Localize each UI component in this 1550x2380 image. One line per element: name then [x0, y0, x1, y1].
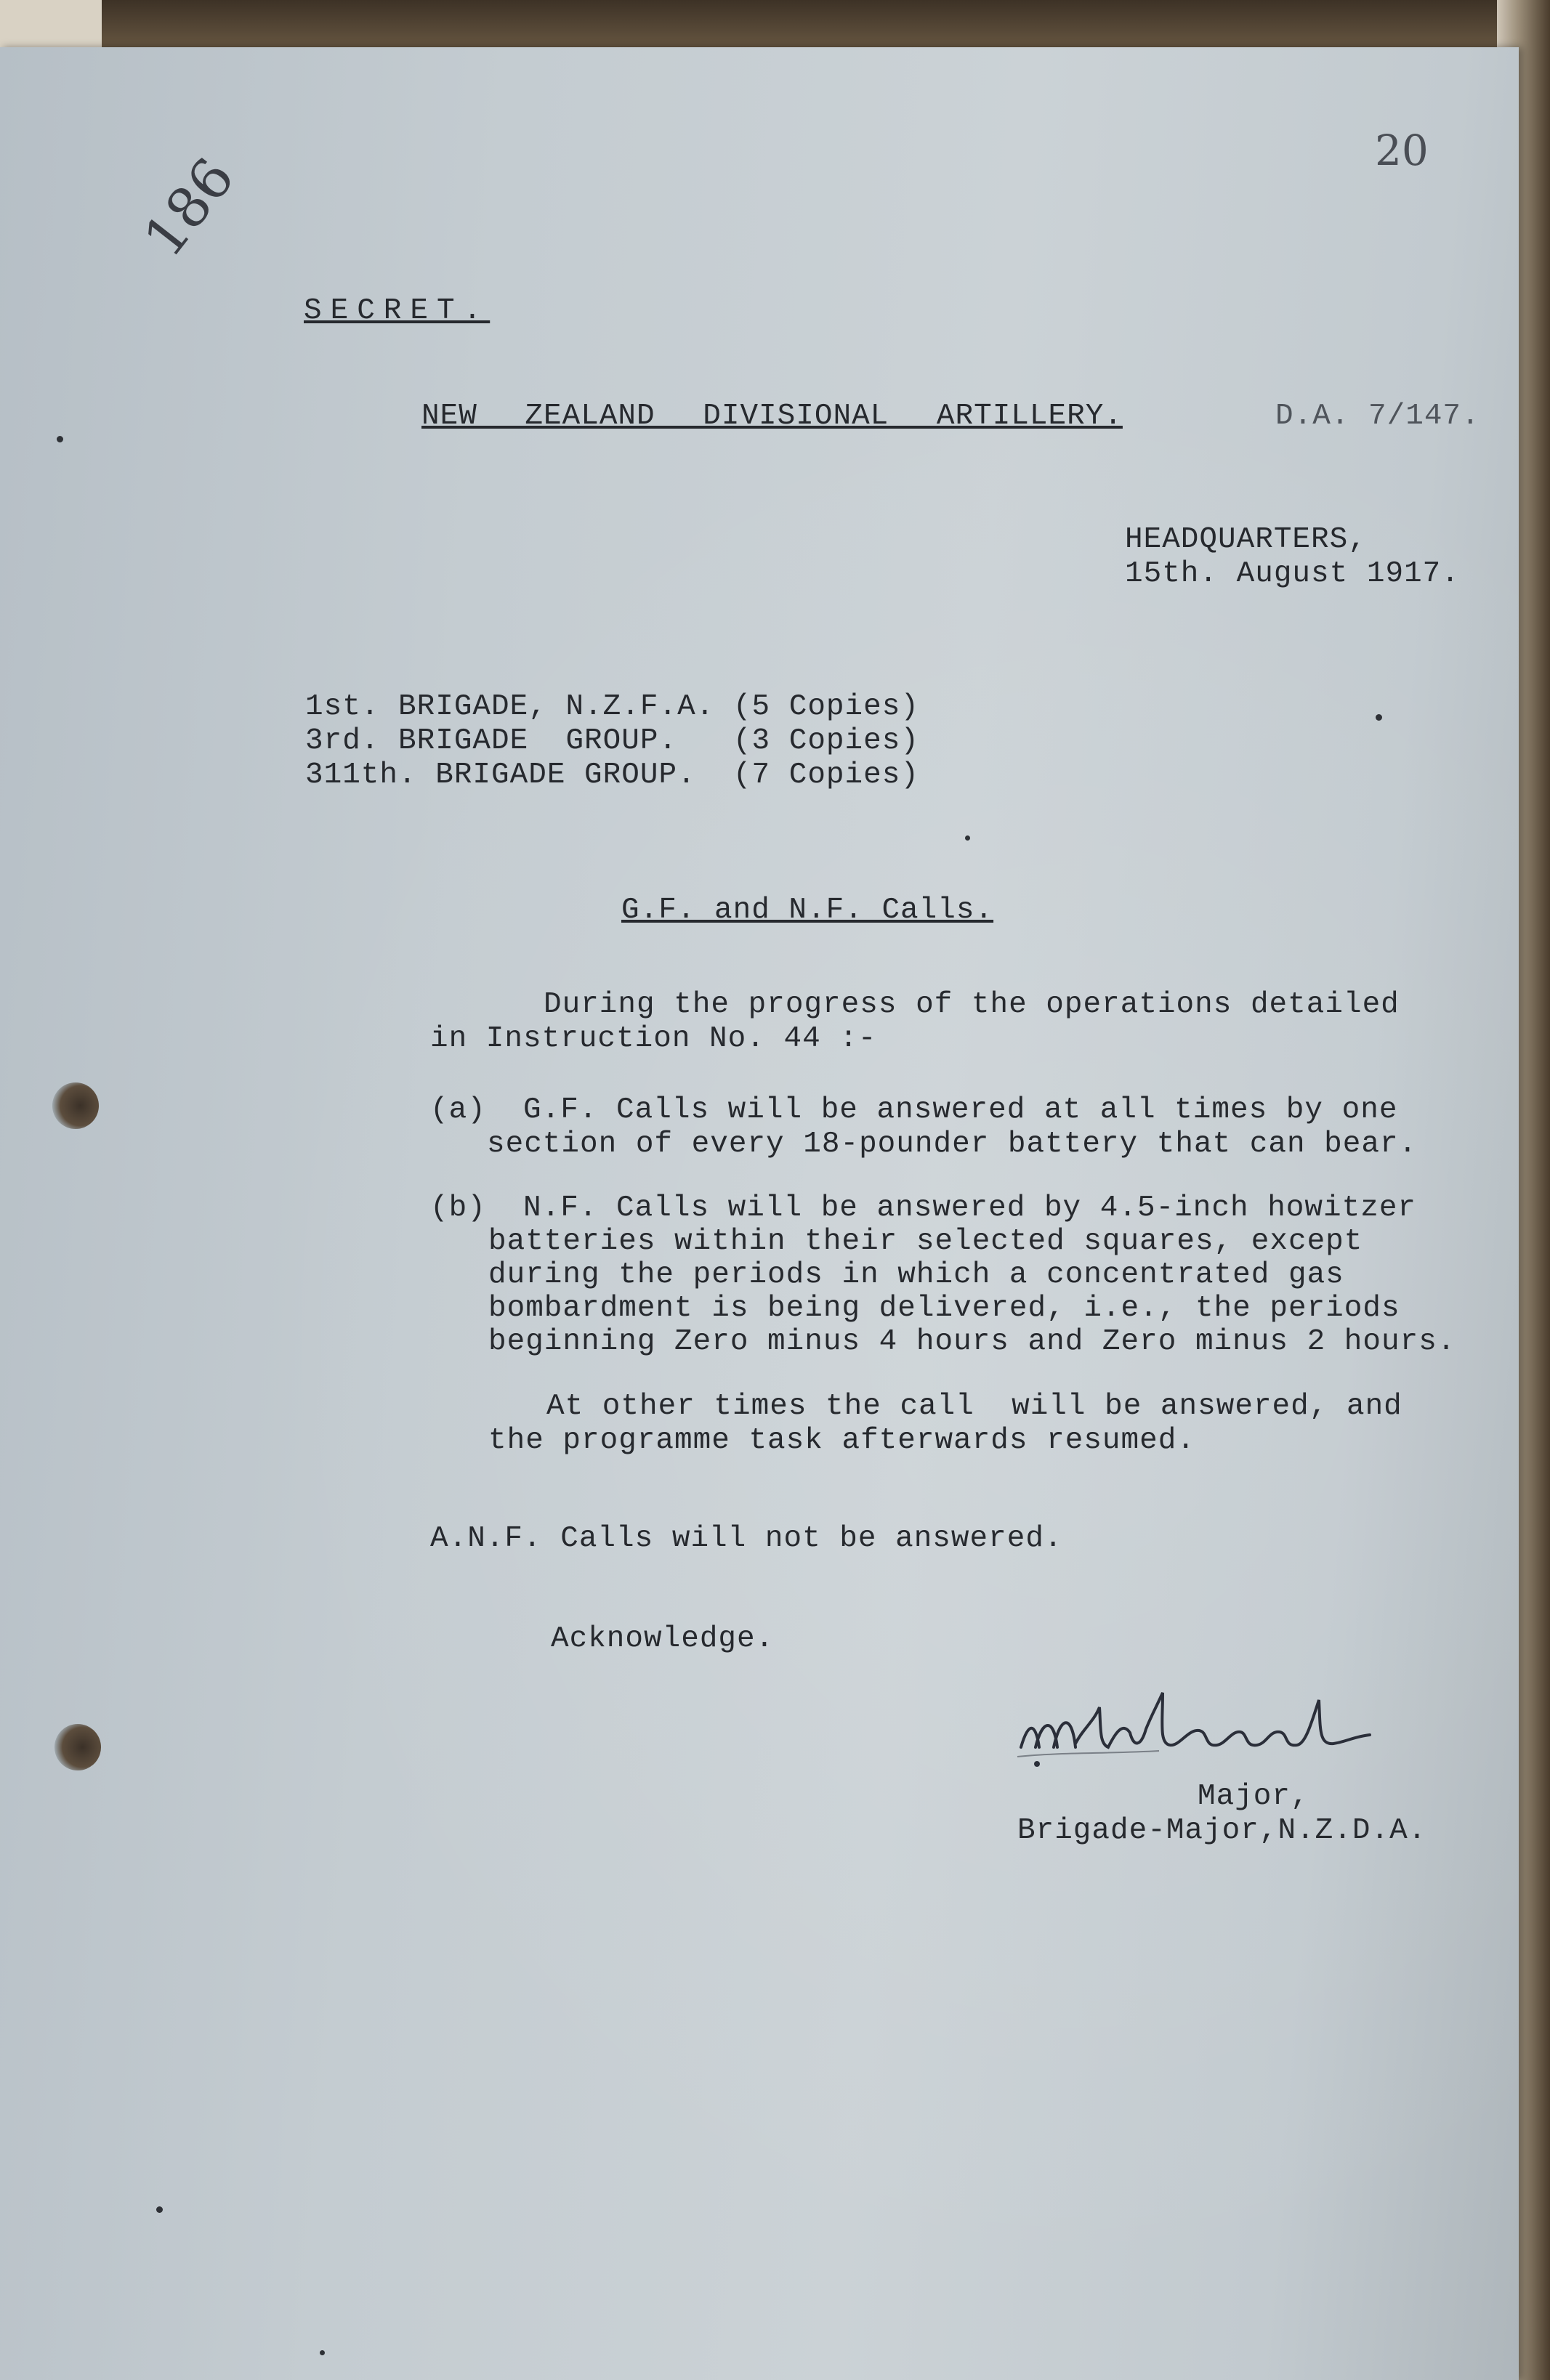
- paper-speck: [156, 2206, 163, 2213]
- item-b-marker: (b): [430, 1191, 486, 1225]
- distribution-unit: 1st. BRIGADE, N.Z.F.A.: [305, 690, 715, 724]
- distribution-row: [305, 724, 919, 758]
- item-b-line: [430, 1191, 1416, 1225]
- distribution-unit: 311th. BRIGADE GROUP.: [305, 758, 696, 792]
- subject-heading: G.F. and N.F. Calls.: [621, 894, 994, 927]
- intro-line: During the progress of the operations detailed: [544, 988, 1400, 1021]
- item-a-line: section of every 18-pounder battery that can bear.: [487, 1128, 1418, 1161]
- item-b-line: during the periods in which a concentrated gas: [488, 1258, 1344, 1292]
- paper-speck: [320, 2350, 325, 2355]
- other-times-line: the programme task afterwards resumed.: [488, 1424, 1195, 1457]
- other-times-line: At other times the call will be answered, and: [546, 1390, 1402, 1423]
- closing-line: Acknowledge.: [551, 1622, 775, 1656]
- item-b-line: beginning Zero minus 4 hours and Zero minus 2 hours.: [488, 1325, 1456, 1359]
- paper-speck: [1376, 714, 1382, 721]
- item-a-line: [430, 1093, 1397, 1127]
- paper-speck: [57, 436, 63, 442]
- item-b-line: batteries within their selected squares, except: [488, 1225, 1363, 1258]
- anf-calls-line: A.N.F. Calls will not be answered.: [430, 1522, 1063, 1555]
- distribution-row: [305, 758, 919, 792]
- letter-date: 15th. August 1917.: [1125, 557, 1460, 591]
- item-b-line: bombardment is being delivered, i.e., the periods: [488, 1292, 1400, 1325]
- folio-number: 186: [131, 145, 247, 269]
- file-reference: D.A. 7/147.: [1275, 400, 1480, 433]
- signatory-role: Brigade-Major,N.Z.D.A.: [1017, 1814, 1427, 1847]
- intro-line: in Instruction No. 44 :-: [430, 1022, 877, 1056]
- item-a-text: G.F. Calls will be answered at all times by one: [523, 1093, 1398, 1127]
- issuer-heading: NEW ZEALAND DIVISIONAL ARTILLERY.: [421, 400, 1123, 433]
- page-number: 20: [1375, 126, 1429, 175]
- distribution-row: [305, 690, 919, 724]
- distribution-copies: (5 Copies): [732, 690, 919, 724]
- signatory-rank: Major,: [1198, 1780, 1309, 1813]
- distribution-copies: (7 Copies): [732, 758, 919, 792]
- adjacent-sheet-edge: [0, 0, 102, 54]
- distribution-unit: 3rd. BRIGADE GROUP.: [305, 724, 678, 758]
- classification-label: SECRET.: [304, 294, 491, 328]
- item-a-marker: (a): [430, 1093, 486, 1127]
- item-b-text: N.F. Calls will be answered by 4.5-inch howitzer: [523, 1191, 1417, 1225]
- distribution-copies: (3 Copies): [732, 724, 919, 758]
- document-page: [0, 47, 1519, 2380]
- desk-background-top: [0, 0, 1550, 54]
- handwritten-signature: [1014, 1678, 1377, 1773]
- origin-label: HEADQUARTERS,: [1125, 523, 1367, 556]
- punch-hole-icon: [55, 1724, 101, 1770]
- punch-hole-icon: [52, 1082, 99, 1129]
- paper-speck: [965, 835, 970, 841]
